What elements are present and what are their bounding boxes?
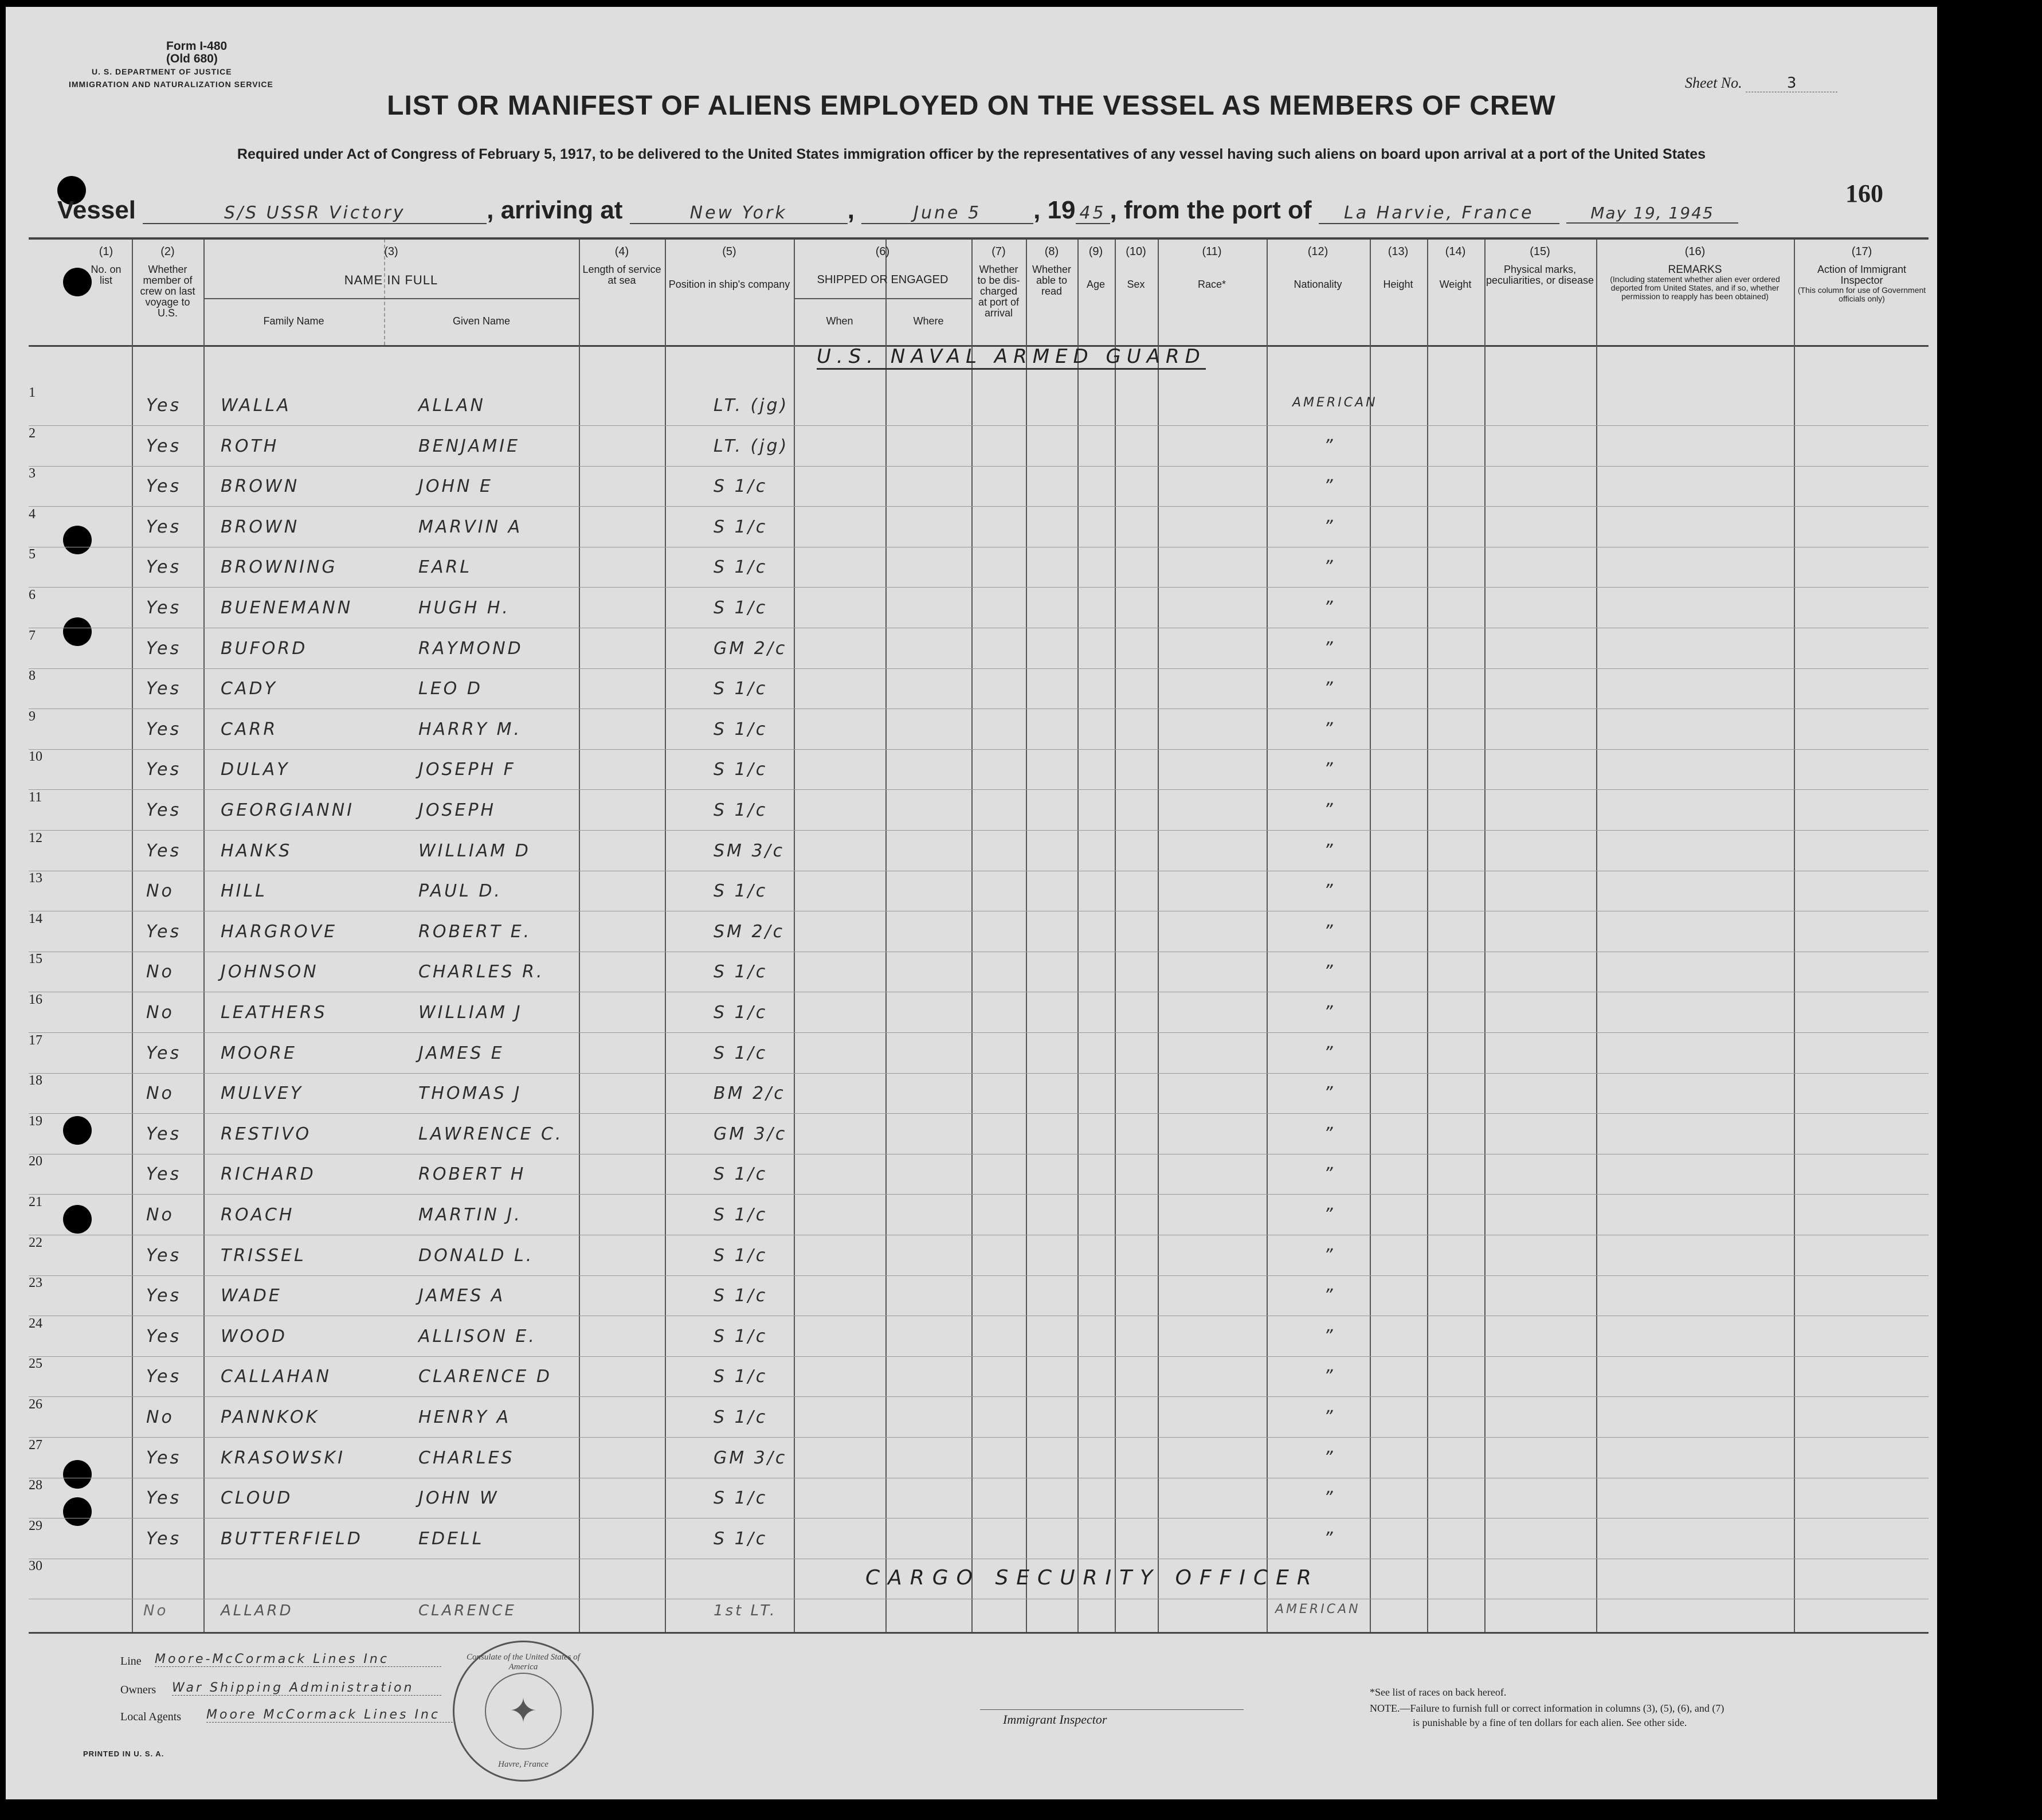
- ship-position: S 1/c: [714, 476, 768, 497]
- prior-voyage: No: [146, 1083, 174, 1104]
- nationality: ”: [1324, 679, 1335, 699]
- col-header-11: (11) Race*: [1197, 245, 1226, 290]
- table-row: [29, 749, 1929, 790]
- col-header-15: (15) Physical marks, peculiarities, or disease: [1486, 245, 1594, 286]
- given-name: JAMES E: [418, 1043, 504, 1063]
- seal-top-text: Consulate of the United States of America: [467, 1653, 580, 1672]
- name-header-rule: [203, 298, 579, 299]
- vessel-line: Vessel S/S USSR Victory , arriving at New York , June 5 , 19 45 , from the port of La Harvie, France May 19, 1945: [57, 196, 1738, 225]
- family-name: PANNKOK: [221, 1407, 320, 1427]
- table-row: [29, 628, 1929, 669]
- col-header-12: (12) Nationality: [1294, 245, 1342, 290]
- prior-voyage: Yes: [146, 1043, 182, 1063]
- penalty-note: NOTE.—Failure to furnish full or correct information in columns (3), (5), (6), and (7): [1370, 1702, 1724, 1714]
- col-header-10: (10) Sex: [1126, 245, 1146, 290]
- nationality: ”: [1324, 881, 1335, 902]
- ship-position: S 1/c: [714, 679, 768, 699]
- given-name: ALLISON E.: [418, 1326, 536, 1347]
- given-name: WILLIAM J: [418, 1003, 523, 1023]
- row-number: 12: [29, 830, 42, 846]
- given-name: THOMAS J: [418, 1083, 522, 1104]
- ship-position: S 1/c: [714, 760, 768, 780]
- nationality: ”: [1324, 800, 1335, 820]
- extra-nationality: AMERICAN: [1275, 1602, 1361, 1617]
- table-top-border: [29, 237, 1929, 240]
- row-number: 8: [29, 668, 36, 684]
- table-row: [29, 668, 1929, 709]
- family-name: WADE: [221, 1286, 282, 1306]
- family-name: ROACH: [221, 1205, 295, 1225]
- nationality: ”: [1324, 516, 1335, 537]
- prior-voyage: Yes: [146, 1326, 182, 1347]
- prior-voyage: No: [146, 1407, 174, 1427]
- col-header-7: (7) Whether to be dis-charged at port of arrival: [977, 245, 1020, 319]
- table-row: [29, 1033, 1929, 1074]
- col-header-6-when: When: [826, 315, 853, 327]
- ship-position: S 1/c: [714, 1286, 768, 1306]
- department-name: U. S. DEPARTMENT OF JUSTICE: [92, 67, 232, 76]
- nationality: ”: [1324, 1003, 1335, 1023]
- nationality: ”: [1324, 1043, 1335, 1063]
- col-header-1: (1) No. on list: [91, 245, 121, 286]
- ship-position: S 1/c: [714, 1528, 768, 1549]
- family-name: RESTIVO: [221, 1124, 312, 1144]
- table-row: [29, 1195, 1929, 1235]
- col-header-3-family: Family Name: [263, 315, 324, 327]
- col-header-16: (16) REMARKS (Including statement whether alien ever ordered deported from United States, and if so, whether permission to reapply has been obtained): [1610, 245, 1780, 301]
- prior-voyage: Yes: [146, 557, 182, 578]
- row-number: 17: [29, 1032, 42, 1048]
- nationality: ”: [1324, 1083, 1335, 1104]
- table-row: [29, 1154, 1929, 1195]
- consulate-seal: [453, 1641, 594, 1782]
- table-row: [29, 1316, 1929, 1357]
- table-row: [29, 547, 1929, 588]
- ship-position: S 1/c: [714, 598, 768, 618]
- given-name: CHARLES R.: [418, 962, 544, 983]
- col-header-6: (6) SHIPPED OR ENGAGED: [817, 245, 949, 286]
- family-name: RICHARD: [221, 1164, 316, 1185]
- vessel-name: S/S USSR Victory: [143, 203, 487, 224]
- row-number: 4: [29, 506, 36, 522]
- given-name: MARTIN J.: [418, 1205, 522, 1225]
- prior-voyage: Yes: [146, 840, 182, 861]
- extra-position: 1st LT.: [714, 1602, 777, 1619]
- from-port-label: , from the port of: [1110, 196, 1312, 224]
- table-row: [29, 1356, 1929, 1397]
- given-name: JOSEPH F: [418, 760, 516, 780]
- prior-voyage: Yes: [146, 719, 182, 739]
- family-name: CADY: [221, 679, 277, 699]
- col-header-17: (17) Action of Immigrant Inspector (This column for use of Government officials only): [1797, 245, 1926, 303]
- family-name: HARGROVE: [221, 921, 338, 942]
- col-header-5: (5) Position in ship's company: [668, 245, 790, 290]
- prior-voyage: Yes: [146, 1164, 182, 1185]
- nationality: ”: [1324, 1367, 1335, 1387]
- ship-position: S 1/c: [714, 1407, 768, 1427]
- row-number: 16: [29, 992, 42, 1007]
- cargo-section-heading: CARGO SECURITY OFFICER: [865, 1566, 1319, 1590]
- given-name: EARL: [418, 557, 472, 578]
- nationality: ”: [1324, 638, 1335, 659]
- extra-given-name: CLARENCE: [418, 1602, 516, 1619]
- col-header-13: (13) Height: [1383, 245, 1413, 290]
- prior-voyage: Yes: [146, 800, 182, 820]
- family-name: WOOD: [221, 1326, 287, 1347]
- row-number: 6: [29, 588, 36, 602]
- family-name: HILL: [221, 881, 267, 902]
- table-bottom-border: [29, 1632, 1929, 1634]
- given-name: WILLIAM D: [418, 840, 531, 861]
- ship-position: S 1/c: [714, 1164, 768, 1185]
- given-name: ROBERT H: [418, 1164, 526, 1185]
- row-number: 14: [29, 911, 42, 926]
- given-name: JOHN E: [418, 476, 493, 497]
- row-number: 19: [29, 1113, 42, 1129]
- nationality: ”: [1324, 1286, 1335, 1306]
- owners-label: Owners: [120, 1684, 156, 1696]
- departure-port: La Harvie, France: [1319, 203, 1559, 224]
- family-name: WALLA: [221, 396, 291, 416]
- prior-voyage: No: [146, 1003, 174, 1023]
- given-name: CLARENCE D: [418, 1367, 552, 1387]
- agents-value: Moore McCormack Lines Inc: [206, 1708, 453, 1723]
- nationality: ”: [1324, 598, 1335, 618]
- nationality: ”: [1324, 1326, 1335, 1347]
- row-number: 30: [29, 1559, 42, 1574]
- table-row: [29, 1438, 1929, 1478]
- ship-position: GM 3/c: [714, 1124, 787, 1144]
- row-number: 2: [29, 425, 36, 441]
- old-form-number: (Old 680): [166, 52, 218, 65]
- prior-voyage: No: [146, 881, 174, 902]
- prior-voyage: Yes: [146, 1124, 182, 1144]
- row-number: 13: [29, 871, 42, 886]
- nationality: ”: [1324, 1124, 1335, 1144]
- row-number: 21: [29, 1195, 42, 1210]
- table-row: [29, 831, 1929, 871]
- sheet-number-label: Sheet No.: [1685, 75, 1742, 91]
- ship-position: BM 2/c: [714, 1083, 786, 1104]
- line-label: Line: [120, 1655, 142, 1668]
- nationality: ”: [1324, 760, 1335, 780]
- row-number: 9: [29, 709, 36, 724]
- given-name: JAMES A: [418, 1286, 505, 1306]
- table-row: [29, 466, 1929, 507]
- row-number: 27: [29, 1437, 42, 1453]
- col-header-4: (4) Length of service at sea: [582, 245, 661, 286]
- prior-voyage: Yes: [146, 760, 182, 780]
- table-row: [29, 871, 1929, 911]
- prior-voyage: Yes: [146, 598, 182, 618]
- family-name: TRISSEL: [221, 1245, 306, 1266]
- page-subtitle: Required under Act of Congress of February 5, 1917, to be delivered to the United States immigration officer by the representatives of any vessel having such aliens on board upon arrival at a port of the United States: [237, 146, 1706, 162]
- row-number: 20: [29, 1154, 42, 1169]
- agents-label: Local Agents: [120, 1711, 182, 1723]
- ship-position: S 1/c: [714, 1488, 768, 1509]
- table-row: [29, 992, 1929, 1033]
- row-number: 5: [29, 547, 36, 562]
- table-row: [29, 1073, 1929, 1114]
- given-name: PAUL D.: [418, 881, 502, 902]
- table-row: [29, 588, 1929, 628]
- family-name: BUFORD: [221, 638, 308, 659]
- row-number: 3: [29, 466, 36, 482]
- col-header-14: (14) Weight: [1439, 245, 1472, 290]
- nationality: ”: [1324, 1407, 1335, 1427]
- sheet-number-value: 3: [1746, 75, 1837, 92]
- nationality: ”: [1324, 719, 1335, 739]
- ship-position: LT. (jg): [714, 436, 789, 456]
- col-header-8: (8) Whether able to read: [1032, 245, 1072, 297]
- given-name: MARVIN A: [418, 516, 523, 537]
- given-name: ROBERT E.: [418, 921, 532, 942]
- col-header-6-where: Where: [913, 315, 944, 327]
- given-name: BENJAMIE: [418, 436, 520, 456]
- table-row-extra: [29, 1592, 1929, 1632]
- family-name: CALLAHAN: [221, 1367, 331, 1387]
- family-name: BUENEMANN: [221, 598, 353, 618]
- family-name: DULAY: [221, 760, 290, 780]
- eagle-icon: ✦: [485, 1673, 562, 1749]
- nationality: ”: [1324, 436, 1335, 456]
- family-name: ROTH: [221, 436, 279, 456]
- nationality: ”: [1324, 1205, 1335, 1225]
- prior-voyage: Yes: [146, 679, 182, 699]
- given-name: CHARLES: [418, 1447, 515, 1468]
- table-row: [29, 1518, 1929, 1559]
- col-header-2: (2) Whether member of crew on last voyage to U.S.: [140, 245, 195, 319]
- ship-position: SM 2/c: [714, 921, 785, 942]
- owners-value: War Shipping Administration: [172, 1681, 441, 1696]
- nationality: ”: [1324, 1488, 1335, 1509]
- prior-voyage: Yes: [146, 921, 182, 942]
- prior-voyage: Yes: [146, 436, 182, 456]
- family-name: BUTTERFIELD: [221, 1528, 363, 1549]
- row-number: 23: [29, 1275, 42, 1291]
- ship-position: S 1/c: [714, 516, 768, 537]
- ship-position: S 1/c: [714, 719, 768, 739]
- prior-voyage: Yes: [146, 638, 182, 659]
- manifest-sheet: [6, 7, 1937, 1799]
- extra-family-name: ALLARD: [221, 1602, 293, 1619]
- nationality: AMERICAN: [1292, 396, 1378, 410]
- family-name: CLOUD: [221, 1488, 293, 1509]
- table-row: [29, 1235, 1929, 1276]
- prior-voyage: Yes: [146, 1286, 182, 1306]
- row-number: 15: [29, 952, 42, 967]
- given-name: RAYMOND: [418, 638, 523, 659]
- family-name: MOORE: [221, 1043, 297, 1063]
- row-number: 24: [29, 1316, 42, 1331]
- row-number: 18: [29, 1073, 42, 1089]
- form-identification: [69, 40, 273, 91]
- nationality: ”: [1324, 557, 1335, 578]
- ship-position: S 1/c: [714, 1245, 768, 1266]
- family-name: GEORGIANNI: [221, 800, 355, 820]
- ship-position: S 1/c: [714, 1205, 768, 1225]
- table-row: [29, 1114, 1929, 1154]
- nationality: ”: [1324, 962, 1335, 983]
- ship-position: S 1/c: [714, 557, 768, 578]
- page-mark: 160: [1845, 179, 1883, 208]
- row-number: 1: [29, 385, 36, 400]
- seal-bottom-text: Havre, France: [498, 1760, 548, 1769]
- given-name: HARRY M.: [418, 719, 522, 739]
- family-name: MULVEY: [221, 1083, 304, 1104]
- row-number: 10: [29, 749, 42, 765]
- given-name: LAWRENCE C.: [418, 1124, 563, 1144]
- prior-voyage: Yes: [146, 1447, 182, 1468]
- ship-position: S 1/c: [714, 962, 768, 983]
- ship-position: S 1/c: [714, 1367, 768, 1387]
- given-name: HUGH H.: [418, 598, 510, 618]
- prior-voyage: Yes: [146, 1245, 182, 1266]
- ship-position: S 1/c: [714, 800, 768, 820]
- family-name: HANKS: [221, 840, 292, 861]
- printed-in-usa: PRINTED IN U. S. A.: [83, 1749, 164, 1758]
- table-row: [29, 911, 1929, 952]
- arriving-label: , arriving at: [487, 196, 623, 224]
- ship-position: LT. (jg): [714, 396, 789, 416]
- prior-voyage: Yes: [146, 516, 182, 537]
- inspector-label: Immigrant Inspector: [1003, 1712, 1107, 1727]
- ship-position: GM 3/c: [714, 1447, 787, 1468]
- table-row: [29, 1397, 1929, 1438]
- prior-voyage: Yes: [146, 476, 182, 497]
- col-header-9: (9) Age: [1086, 245, 1106, 290]
- prior-voyage: Yes: [146, 1367, 182, 1387]
- nationality: ”: [1324, 1528, 1335, 1549]
- given-name: DONALD L.: [418, 1245, 534, 1266]
- ship-position: SM 3/c: [714, 840, 785, 861]
- ship-position: S 1/c: [714, 1326, 768, 1347]
- family-name: JOHNSON: [221, 962, 319, 983]
- arrival-date: June 5: [861, 203, 1033, 224]
- row-number: 7: [29, 628, 36, 643]
- row-number: 22: [29, 1235, 42, 1250]
- service-name: IMMIGRATION AND NATURALIZATION SERVICE: [69, 80, 273, 89]
- prior-voyage: Yes: [146, 1528, 182, 1549]
- form-number: Form I-480: [166, 40, 228, 53]
- arriving-port: New York: [630, 203, 848, 224]
- nationality: ”: [1324, 1164, 1335, 1185]
- races-note: *See list of races on back hereof.: [1370, 1686, 1507, 1698]
- given-name: HENRY A: [418, 1407, 511, 1427]
- col-header-3-given: Given Name: [452, 315, 511, 327]
- ship-position: S 1/c: [714, 1003, 768, 1023]
- table-row: [29, 1478, 1929, 1518]
- section-heading: U.S. NAVAL ARMED GUARD: [817, 345, 1206, 370]
- table-row: [29, 385, 1929, 426]
- family-name: BROWNING: [221, 557, 338, 578]
- table-row: [29, 1275, 1929, 1316]
- departure-date: May 19, 1945: [1566, 203, 1738, 224]
- arrival-year: 45: [1076, 203, 1110, 224]
- table-row: [29, 952, 1929, 992]
- page-title: LIST OR MANIFEST OF ALIENS EMPLOYED ON THE VESSEL AS MEMBERS OF CREW: [387, 91, 1556, 121]
- vessel-label: Vessel: [57, 196, 136, 224]
- nationality: ”: [1324, 1447, 1335, 1468]
- nationality: ”: [1324, 476, 1335, 497]
- given-name: JOSEPH: [418, 800, 496, 820]
- family-name: LEATHERS: [221, 1003, 327, 1023]
- ship-position: GM 2/c: [714, 638, 787, 659]
- given-name: JOHN W: [418, 1488, 499, 1509]
- table-row: [29, 507, 1929, 547]
- ship-position: S 1/c: [714, 1043, 768, 1063]
- row-number: 29: [29, 1518, 42, 1533]
- family-name: CARR: [221, 719, 278, 739]
- row-number: 11: [29, 790, 42, 805]
- prior-voyage: Yes: [146, 396, 182, 416]
- year-prefix: , 19: [1033, 196, 1076, 224]
- ship-position: S 1/c: [714, 881, 768, 902]
- table-row: [29, 790, 1929, 831]
- nationality: ”: [1324, 1245, 1335, 1266]
- shipped-header-rule: [794, 298, 971, 299]
- nationality: ”: [1324, 840, 1335, 861]
- prior-voyage: No: [146, 1205, 174, 1225]
- row-number: 26: [29, 1397, 42, 1412]
- nationality: ”: [1324, 921, 1335, 942]
- given-name: EDELL: [418, 1528, 484, 1549]
- row-number: 25: [29, 1356, 42, 1372]
- prior-voyage: Yes: [146, 1488, 182, 1509]
- given-name: LEO D: [418, 679, 483, 699]
- row-number: 28: [29, 1478, 42, 1493]
- penalty-note-continued: is punishable by a fine of ten dollars for each alien. See other side.: [1413, 1717, 1687, 1728]
- extra-prior-voyage: No: [143, 1602, 168, 1619]
- col-header-3: (3) NAME IN FULL: [344, 245, 438, 287]
- line-value: Moore-McCormack Lines Inc: [155, 1652, 441, 1667]
- prior-voyage: No: [146, 962, 174, 983]
- table-row: [29, 426, 1929, 467]
- inspector-signature-line: [980, 1709, 1244, 1710]
- given-name: ALLAN: [418, 396, 485, 416]
- family-name: BROWN: [221, 516, 300, 537]
- family-name: KRASOWSKI: [221, 1447, 345, 1468]
- family-name: BROWN: [221, 476, 300, 497]
- table-row: [29, 709, 1929, 750]
